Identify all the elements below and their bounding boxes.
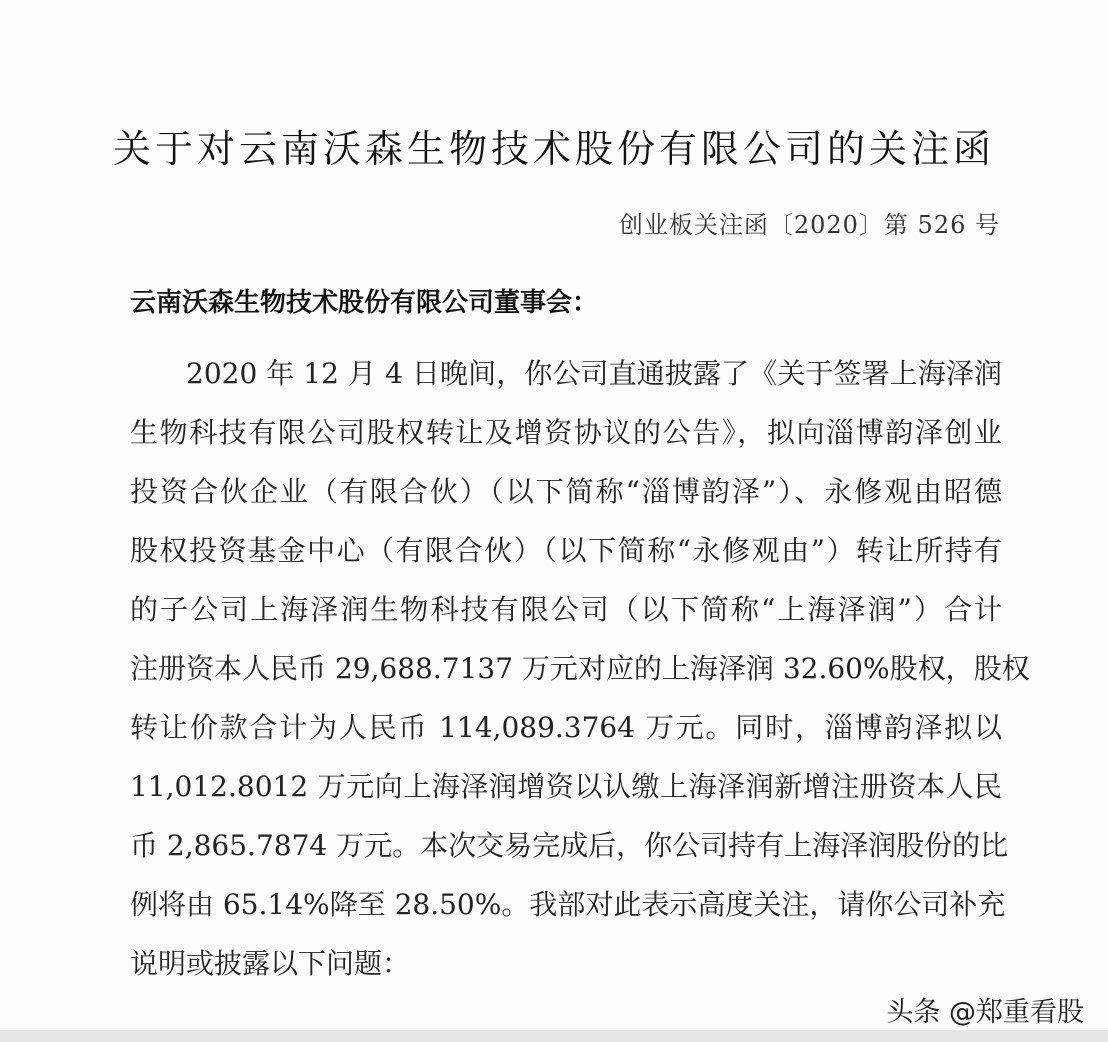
body-paragraph <box>130 344 1030 993</box>
bottom-edge <box>0 1030 1108 1042</box>
body-line: 生物科技有限公司股权转让及增资协议的公告》，拟向淄博韵泽创业 <box>130 416 1002 449</box>
document-number: 创业板关注函〔2020〕第 526 号 <box>618 211 1000 239</box>
body-line: 转让价款合计为人民币 114,089.3764 万元。同时，淄博韵泽拟以 <box>130 711 1002 744</box>
body-line: 11,012.8012 万元向上海泽润增资以认缴上海泽润新增注册资本人民 <box>130 770 1002 803</box>
body-line: 币 2,865.7874 万元。本次交易完成后，你公司持有上海泽润股份的比 <box>130 829 1009 862</box>
body-line: 2020 年 12 月 4 日晚间，你公司直通披露了《关于签署上海泽润 <box>186 357 1002 390</box>
addressee: 云南沃森生物技术股份有限公司董事会： <box>130 288 599 318</box>
body-line: 注册资本人民币 29,688.7137 万元对应的上海泽润 32.60%股权，股权 <box>130 652 1030 685</box>
document-title: 关于对云南沃森生物技术股份有限公司的关注函 <box>112 127 995 171</box>
body-line: 股权投资基金中心（有限合伙）（以下简称“永修观由”）转让所持有 <box>130 534 1002 567</box>
body-line: 的子公司上海泽润生物科技有限公司（以下简称“上海泽润”）合计 <box>130 593 1002 626</box>
body-line: 投资合伙企业（有限合伙）（以下简称“淄博韵泽”）、永修观由昭德 <box>130 475 1002 508</box>
watermark: 头条 @郑重看股 <box>886 997 1084 1028</box>
body-line: 例将由 65.14%降至 28.50%。我部对此表示高度关注，请你公司补充 <box>130 888 1006 921</box>
body-line: 说明或披露以下问题： <box>130 947 411 980</box>
